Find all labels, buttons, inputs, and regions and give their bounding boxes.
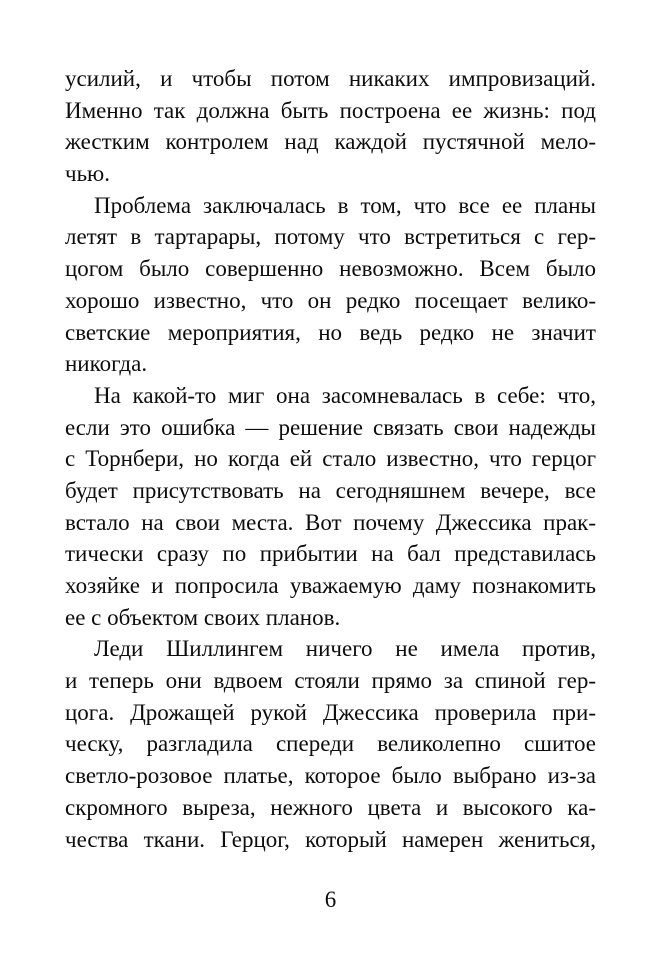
text-line: если это ошибка — решение связать свои надежды bbox=[65, 414, 596, 440]
text-line: и теперь они вдвоем стояли прямо за спиной гер- bbox=[65, 668, 596, 694]
text-line: усилий, и чтобы потом никаких импровизаций. bbox=[65, 66, 596, 91]
text-line: цога. Дрожащей рукой Джессика проверила при- bbox=[65, 699, 596, 725]
text-line: будет присутствовать на сегодняшнем вечере, все bbox=[65, 477, 596, 503]
text-line: жестким контролем над каждой пустячной мело- bbox=[65, 129, 596, 155]
text-line: чества ткани. Герцог, который намерен жениться, bbox=[65, 826, 596, 852]
text-line: тически сразу по прибытии на бал представилась bbox=[65, 541, 596, 567]
text-line: Проблема заключалась в том, что все ее планы bbox=[94, 192, 596, 218]
text-line: светло-розовое платье, которое было выбрано из-за bbox=[65, 763, 596, 789]
text-line: никогда. bbox=[65, 351, 148, 377]
text-line: светские мероприятия, но ведь редко не значит bbox=[65, 319, 596, 345]
text-line: летят в тартарары, потому что встретиться с гер- bbox=[65, 224, 596, 250]
text-line: На какой-то миг она засомневалась в себе: что, bbox=[94, 382, 596, 408]
text-line: хорошо известно, что он редко посещает велико- bbox=[65, 287, 596, 313]
text-line: хозяйке и попросила уважаемую даму познакомить bbox=[65, 573, 596, 598]
text-line: цогом было совершенно невозможно. Всем было bbox=[65, 256, 596, 282]
text-line: ческу, разгладила спереди великолепно сшитое bbox=[65, 731, 596, 757]
text-line: встало на свои места. Вот почему Джессика прак- bbox=[65, 509, 596, 535]
text-lines bbox=[65, 63, 596, 855]
text-line: Леди Шиллингем ничего не имела против, bbox=[94, 636, 596, 662]
text-line: скромного выреза, нежного цвета и высокого ка- bbox=[65, 794, 596, 820]
page-number: 6 bbox=[324, 887, 337, 912]
text-line: Именно так должна быть построена ее жизнь: под bbox=[65, 97, 596, 123]
text-line: с Торнбери, но когда ей стало известно, что герцог bbox=[65, 446, 596, 472]
text-line: чью. bbox=[65, 161, 110, 187]
text-line: ее с объектом своих планов. bbox=[65, 604, 341, 630]
